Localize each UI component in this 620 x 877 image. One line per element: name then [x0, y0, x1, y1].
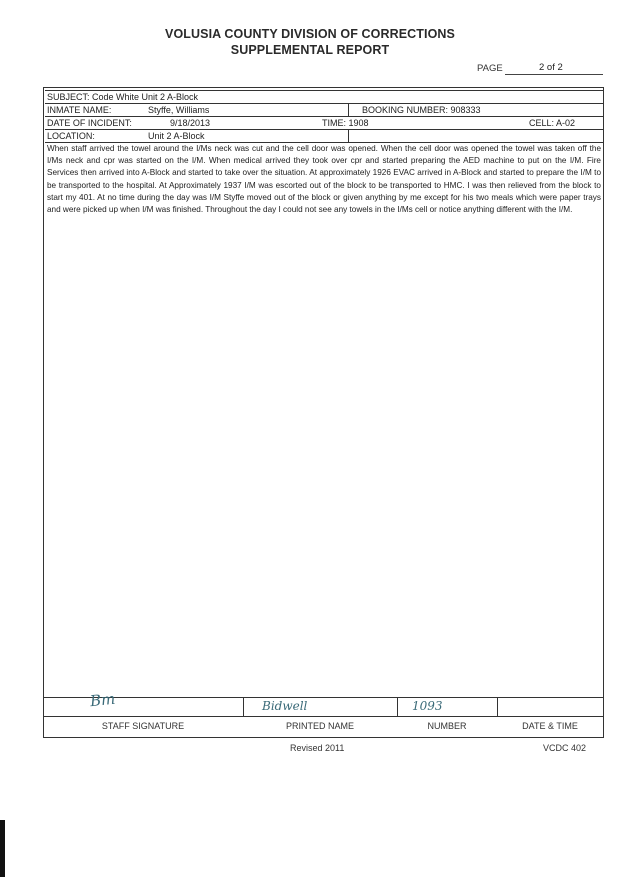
footer-divider-1 [243, 697, 244, 716]
date-of-incident-value: 9/18/2013 [170, 118, 211, 128]
location-row [45, 129, 603, 143]
inmate-row [45, 103, 603, 116]
scan-edge-mark [0, 820, 5, 877]
printed-name-label: PRINTED NAME [285, 721, 354, 731]
divider [348, 104, 349, 116]
staff-signature-label: STAFF SIGNATURE [101, 721, 185, 731]
footer-mid-line [43, 716, 603, 717]
revised-note: Revised 2011 [290, 743, 345, 753]
report-title-line-1: VOLUSIA COUNTY DIVISION OF CORRECTIONS [165, 27, 455, 41]
date-of-incident-label: DATE OF INCIDENT: [47, 118, 132, 128]
page-number-value: 2 of 2 [539, 62, 563, 73]
cell-field: CELL: A-02 [529, 118, 576, 128]
staff-signature: Bm [89, 689, 117, 711]
time-field: TIME: 1908 [322, 118, 369, 128]
location-label: LOCATION: [47, 131, 95, 141]
location-value: Unit 2 A-Block [148, 131, 205, 141]
footer-top-line [43, 697, 603, 698]
date-time-label: DATE & TIME [522, 721, 578, 731]
form-code: VCDC 402 [543, 743, 587, 753]
subject-row [45, 90, 603, 103]
page-label: PAGE [477, 63, 503, 74]
subject-field: SUBJECT: Code White Unit 2 A-Block [47, 92, 199, 102]
page-number-field [505, 61, 603, 75]
inmate-name-value: Styffe, Williams [148, 105, 210, 115]
report-title-line-2: SUPPLEMENTAL REPORT [230, 43, 390, 57]
footer-divider-3 [497, 697, 498, 716]
printed-name-handwritten: Bidwell [262, 699, 308, 713]
inmate-name-label: INMATE NAME: [47, 105, 112, 115]
divider [348, 130, 349, 142]
number-handwritten: 1093 [412, 699, 443, 713]
incident-row [45, 116, 603, 129]
narrative-text: When staff arrived the towel around the I/Ms neck was cut and the cell door was opened. When the cell door was opened the towel was taken off the I/Ms neck and cpr was started on the I/M. When medical arrived they took over cpr and started preparing the AED machine to put on the I/M. Fire Services then arrived into A-Block and started to take over the situation. At approximately 1926 EVAC arrived in A-Block and started to prepare the I/M to be transported to the hospital. At Approximately 1937 I/M was escorted out of the block to be transported to HMC. I was then relieved from the block to start my 401. At no time during the day was I/M Styffe moved out of the block or given anything by me except for his two meals which were paper trays and were picked up when I/M was finished. Throughout the day I could not see any towels in the I/Ms cell or notice anything different with the I/M. [47, 144, 601, 215]
number-label: NUMBER [427, 721, 467, 731]
booking-number: BOOKING NUMBER: 908333 [362, 105, 481, 115]
footer-divider-2 [397, 697, 398, 716]
